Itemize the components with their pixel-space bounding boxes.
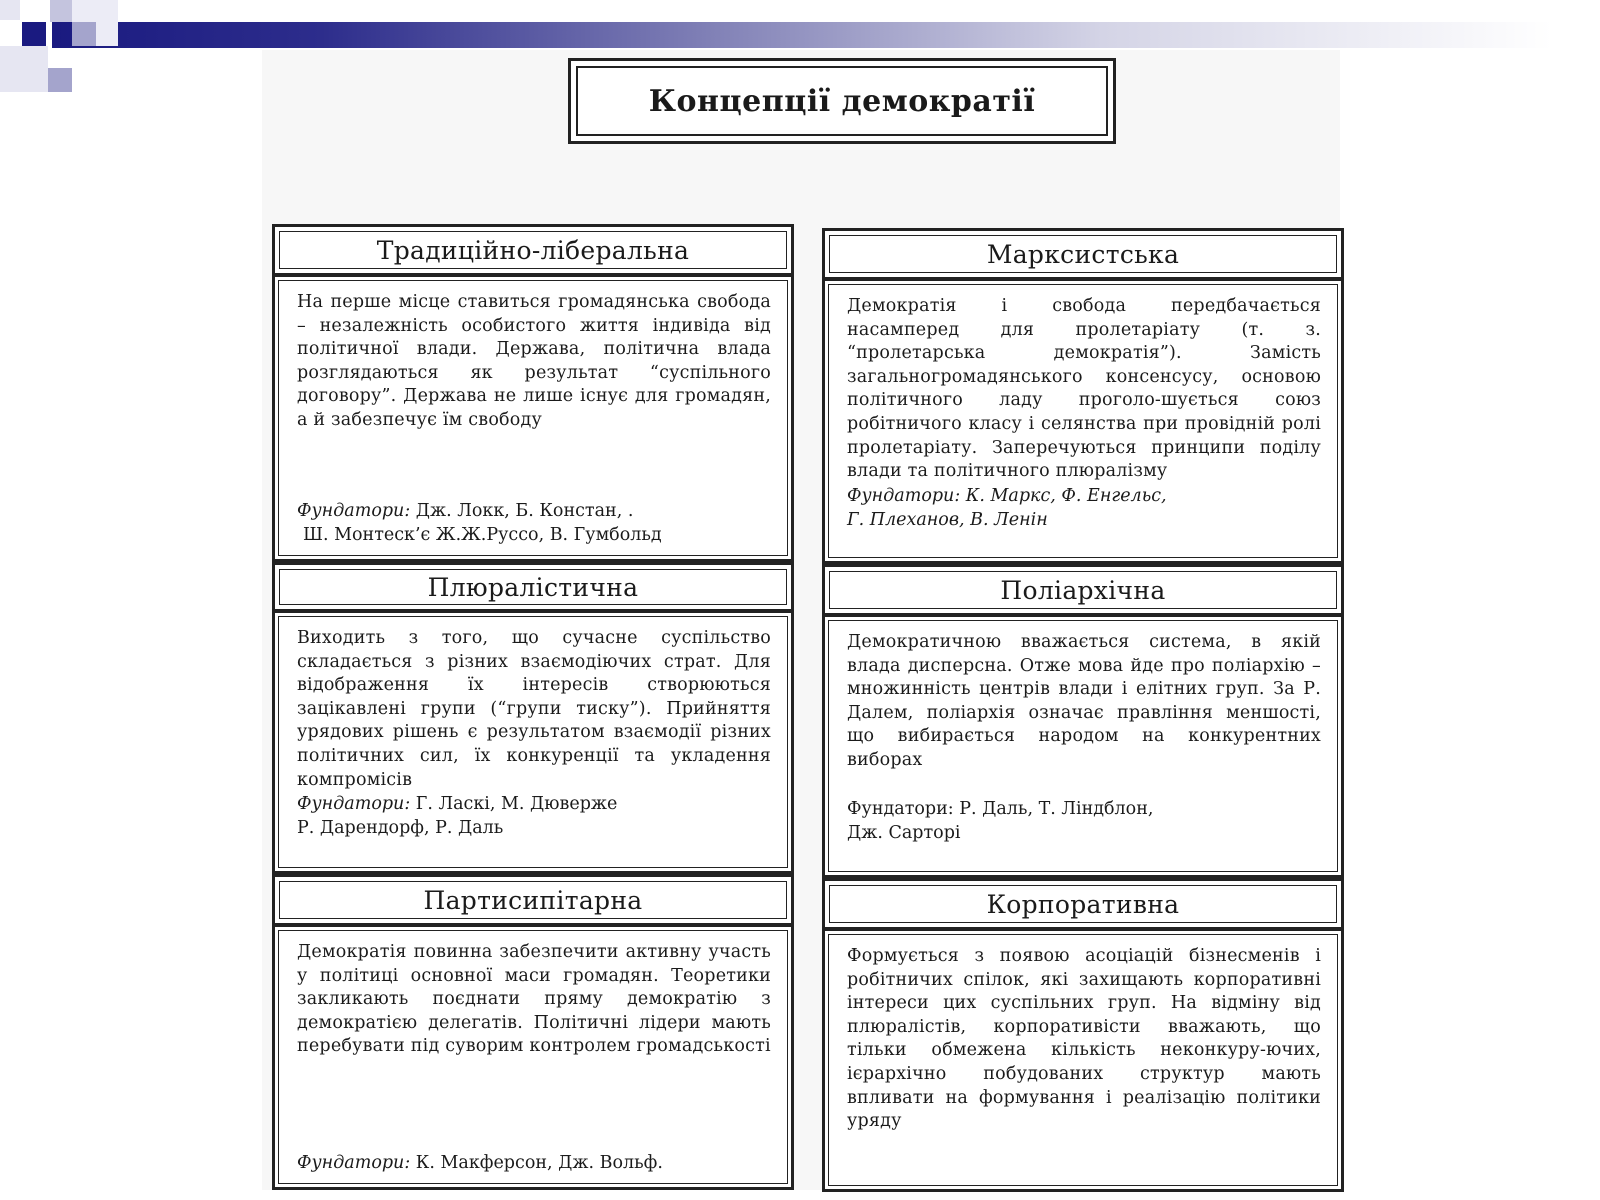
concept-text: Формується з появою асоціацій бізнесменів і робітничих спілок, які захищають корпоративні інтереси цих суспільних груп. На відміну від плюралістів, корпоративісти вважають, що тільки обмежена кількість неконкуру-ючих, ієрархічно побудованих структур мають впливати на формування і реалізацію політики уряду (847, 946, 1321, 1132)
concept-pluralistic (272, 562, 794, 874)
founders (297, 1151, 771, 1175)
decor-square (50, 0, 72, 22)
concept-header (822, 564, 1344, 616)
decor-square (0, 0, 20, 20)
founders-label: Фундатори: (847, 798, 954, 819)
founders (847, 797, 1321, 821)
founders-names: Г. Ласкі, М. Дюверже (410, 794, 618, 815)
decor-square (0, 46, 48, 92)
decor-square (48, 68, 72, 92)
concept-body (272, 274, 794, 562)
founders-label: Фундатори: (847, 485, 961, 506)
founders-names-2: Р. Дарендорф, Р. Даль (297, 818, 504, 839)
concept-header (272, 562, 794, 612)
concept-header (822, 878, 1344, 930)
concept-name: Поліархічна (829, 571, 1337, 609)
header-gradient-band (52, 22, 1552, 48)
concept-name: Партисипітарна (279, 881, 787, 919)
concept-participatory (272, 874, 794, 1190)
title-box (568, 58, 1116, 144)
founders-names-2: Г. Плеханов, В. Ленін (847, 509, 1048, 530)
founders (297, 792, 771, 816)
concept-body (272, 610, 794, 874)
founders-names: Дж. Локк, Б. Констан, . (410, 501, 634, 521)
concept-body (272, 924, 794, 1190)
decor-square (72, 22, 96, 46)
founders-label: Фундатори: (297, 501, 411, 521)
concept-name: Корпоративна (829, 885, 1337, 923)
concept-corporate (822, 878, 1344, 1192)
concept-header (272, 874, 794, 926)
page-title: Концепції демократії (576, 66, 1108, 136)
founders-names: К. Макферсон, Дж. Вольф. (410, 1153, 663, 1173)
decor-square (22, 22, 46, 46)
founders (847, 484, 1321, 508)
concept-body (822, 278, 1344, 564)
founders (297, 499, 771, 523)
concept-marxist (822, 228, 1344, 564)
founders-label: Фундатори: (297, 1153, 411, 1173)
founders-names: К. Маркс, Ф. Енгельс, (960, 485, 1167, 506)
concept-text: Демократичною вважається система, в якій влада дисперсна. Отже мова йде про поліархію – множинність центрів влади і елітних груп. За Р. Далем, поліархія означає правління меншості, що вибирається народом на конкурентних виборах (847, 632, 1321, 770)
concept-text: Виходить з того, що сучасне суспільство складається з різних взаємодіючих страт. Для відображення їх інтересів створюються зацікавлені групи (“групи тиску”). Прийняття урядових рішень є результатом взаємодії різних політичних сил, їх конкуренції та укладення компромісів (297, 628, 771, 790)
concept-liberal (272, 224, 794, 562)
founders-label: Фундатори: (297, 794, 411, 815)
concept-header (272, 224, 794, 276)
concept-name: Традиційно-ліберальна (279, 231, 787, 269)
concept-body (822, 928, 1344, 1192)
concept-name: Марксистська (829, 235, 1337, 273)
concept-body (822, 614, 1344, 878)
concept-text: Демократія і свобода передбачається насамперед для пролетаріату (т. з. “пролетарська демократія”). Замість загальногромадянського консенсусу, основою політичного ладу проголо-шується союз робітничого класу і селянства при провідній ролі пролетаріату. Заперечуються принципи поділу влади та політичного плюралізму (847, 296, 1321, 482)
concept-name: Плюралістична (279, 569, 787, 605)
founders-names-2: Дж. Сарторі (847, 822, 961, 843)
concept-text: Демократія повинна забезпечити активну участь у політиці основної маси громадян. Теоретики закликають поєднати пряму демократію з демократією делегатів. Політичні лідери мають перебувати під суворим контролем громадськості (297, 942, 771, 1057)
founders-names-2: Ш. Монтеск’є Ж.Ж.Руссо, В. Гумбольд (303, 525, 662, 545)
concept-polyarchic (822, 564, 1344, 878)
founders-names: Р. Даль, Т. Ліндблон, (953, 798, 1154, 819)
concept-header (822, 228, 1344, 280)
concept-text: На перше місце ставиться громадянська свобода – незалежність особистого життя індивіда від політичної влади. Держава, політична влада розглядаються як результат “суспільного договору”. Держава не лише існує для громадян, а й забезпечує їм свободу (297, 292, 771, 430)
